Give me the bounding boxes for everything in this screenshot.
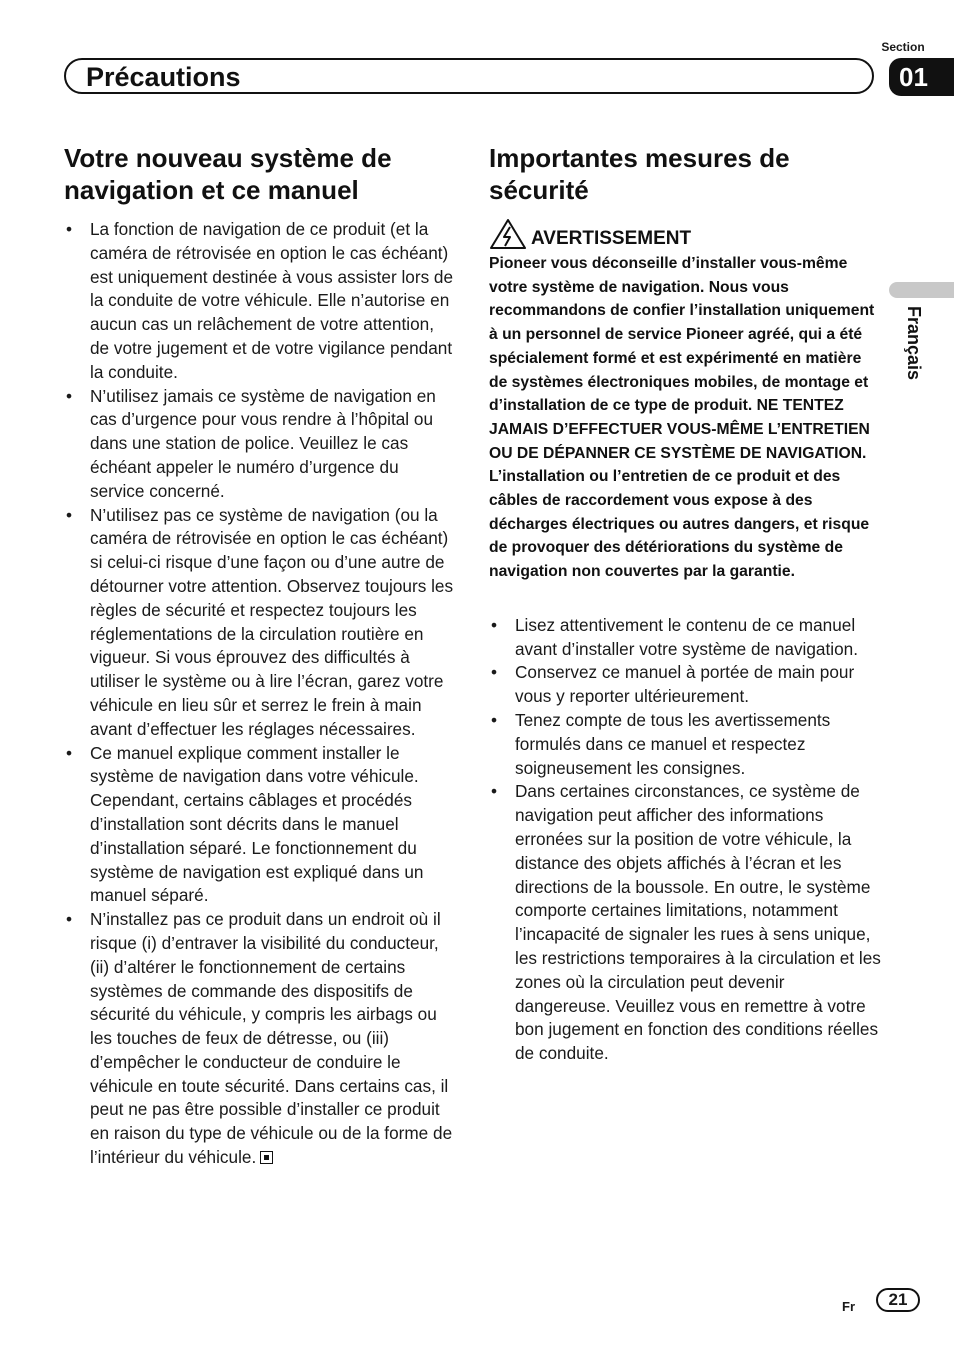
list-item: • N’installez pas ce produit dans un endroit où il risque (i) d’entraver la visibilité du conducteur, (ii) d’altérer le fonctionnement de certains systèmes de commande des dispositifs de sécurité du véhicule, y compris les airbags ou les touches de feux de détresse, ou (iii) d’empêcher le conducteur de conduire le véhicule en toute sécurité. Dans certains cas, il peut ne pas être possible d’installer ce produit en raison du type de véhicule ou de la forme de l’intérieur du véhicule. xyxy=(66,909,453,1168)
end-of-section-icon xyxy=(260,1151,273,1164)
warning-title: AVERTISSEMENT xyxy=(531,228,692,249)
right-column xyxy=(489,142,881,1066)
footer-language-code: Fr xyxy=(842,1299,855,1314)
bullet-icon: • xyxy=(66,504,73,525)
warning-triangle-icon xyxy=(489,218,527,250)
warning-header xyxy=(489,218,881,250)
bullet-icon: • xyxy=(66,219,73,239)
page-title: Précautions xyxy=(86,62,241,92)
language-tab-label: Français xyxy=(904,306,924,381)
bullet-icon: • xyxy=(491,614,498,635)
bullet-icon: • xyxy=(66,742,73,763)
list-item: • Conservez ce manuel à portée de main pour vous y reporter ultérieurement. xyxy=(491,662,855,707)
section-label: Section xyxy=(881,40,925,54)
right-bullet-list xyxy=(489,614,881,1066)
bullet-icon: • xyxy=(491,710,498,731)
list-item: • N’utilisez jamais ce système de navigation en cas d’urgence pour vous rendre à l’hôpital ou dans une station de police. Veuillez le cas échéant appeler le numéro d’urgence du service concerné. xyxy=(66,385,436,501)
list-item: • Tenez compte de tous les avertissements formulés dans ce manuel et respectez soigneusement les consignes. xyxy=(491,710,831,778)
language-tab-marker xyxy=(889,282,954,298)
left-heading: Votre nouveau système de navigation et ce manuel xyxy=(64,143,392,205)
bullet-icon: • xyxy=(66,909,73,930)
right-heading: Importantes mesures de sécurité xyxy=(489,143,790,205)
left-column xyxy=(64,142,456,1170)
bullet-icon: • xyxy=(66,385,73,406)
bullet-icon: • xyxy=(491,662,498,683)
section-number-tab: 01 xyxy=(889,58,954,96)
page-number: 21 xyxy=(876,1288,920,1312)
list-item: • La fonction de navigation de ce produit (et la caméra de rétrovisée en option le cas échéant) est uniquement destinée à vous assister lors de la conduite de votre véhicule. Elle n’autorise en aucun cas un relâchement de votre attention, de votre jugement et de votre vigilance pendant la conduite. xyxy=(66,219,454,382)
bullet-icon: • xyxy=(491,781,498,802)
list-item: • Lisez attentivement le contenu de ce manuel avant d’installer votre système de navigation. xyxy=(491,614,858,659)
list-item: • Dans certaines circonstances, ce système de navigation peut afficher des informations erronées sur la position de votre véhicule, la distance des objets affichés à l’écran et les directions de la boussole. En outre, le système comporte certaines limitations, notamment l’incapacité de signaler les rues à sens unique, les restrictions temporaires à la circulation et les zones où la circulation peut devenir dangereuse. Veuillez vous en remettre à votre bon jugement en fonction des conditions réelles de conduite. xyxy=(491,781,881,1064)
list-item: • N’utilisez pas ce système de navigation (ou la caméra de rétrovisée en option le cas échéant) si celui-ci risque d’une façon ou d’une autre de détourner votre attention. Observez toujours les règles de sécurité et respectez toujours les réglementations de la circulation routière en vigueur. Si vous éprouvez des difficultés à utiliser le système ou à lire l’écran, garez votre véhicule en lieu sûr et serrez le frein à main avant d’effectuer les réglages nécessaires. xyxy=(66,504,454,739)
warning-text: Pioneer vous déconseille d’installer vous-même votre système de navigation. Nous vous recommandons de confier l’installation uniquement à un personnel de service Pioneer agréé, qui a été spécialement formé et est expérimenté en matière de systèmes électroniques mobiles, de montage et d’installation de ce type de produit. NE TENTEZ JAMAIS D’EFFECTUER VOUS-MÊME L’ENTRETIEN OU DE DÉPANNER CE SYSTÈME DE NAVIGATION. L’installation ou l’entretien de ce produit et des câbles de raccordement vous expose à des décharges électriques ou autres dangers, et risque de provoquer des détériorations du système de navigation non couvertes par la garantie. xyxy=(489,255,875,581)
header-bar xyxy=(64,58,874,94)
list-item: • Ce manuel explique comment installer le système de navigation dans votre véhicule. Cependant, certains câblages et procédés d’installation sont décrits dans le manuel d’installation séparé. Le fonctionnement du système de navigation est expliqué dans un manuel séparé. xyxy=(66,742,424,906)
left-bullet-list xyxy=(64,218,456,1170)
